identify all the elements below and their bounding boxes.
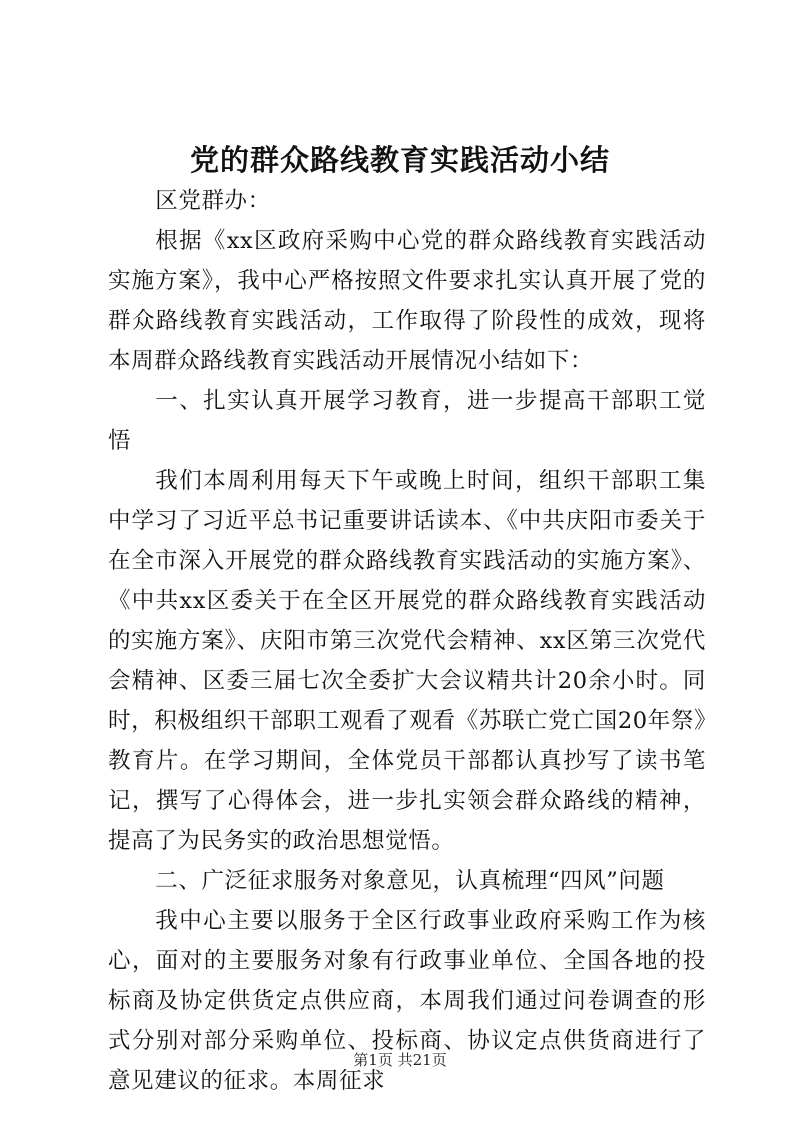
- paragraph-study: 我们本周利用每天下午或晚上时间，组织干部职工集中学习了习近平总书记重要讲话读本、《中共庆阳市委关于在全市深入开展党的群众路线教育实践活动的实施方案》、《中共xx区委关于在全区开展党的群众路线教育实践活动的实施方案》、庆阳市第三次党代会精神、xx区第三次党代会精神、区委三届七次全委扩大会议精共计20余小时。同时，积极组织干部职工观看了观看《苏联亡党亡国20年祭》教育片。在学习期间，全体党员干部都认真抄写了读书笔记，撰写了心得体会，进一步扎实领会群众路线的精神，提高了为民务实的政治思想觉悟。: [108, 468, 706, 854]
- paragraph-intro: 根据《xx区政府采购中心党的群众路线教育实践活动实施方案》，我中心严格按照文件要求扎实认真开展了党的群众路线教育实践活动，工作取得了阶段性的成效，现将本周群众路线教育实践活动开展情况小结如下：: [108, 228, 706, 374]
- section-heading-1: 一、扎实认真开展学习教育，进一步提高干部职工觉悟: [108, 388, 706, 454]
- paragraph-service: 我中心主要以服务于全区行政事业政府采购工作为核心，面对的主要服务对象有行政事业单位、全国各地的投标商及协定供货定点供应商，本周我们通过问卷调查的形式分别对部分采购单位、投标商、协议定点供货商进行了意见建议的征求。本周征求: [108, 908, 706, 1094]
- salutation: 区党群办：: [155, 188, 271, 214]
- document-body: [108, 181, 706, 1101]
- page-footer: 第1页 共21页: [353, 1051, 447, 1069]
- document-title: 党的群众路线教育实践活动小结: [189, 143, 610, 177]
- section-heading-2: 二、广泛征求服务对象意见，认真梳理“四风”问题: [155, 868, 665, 894]
